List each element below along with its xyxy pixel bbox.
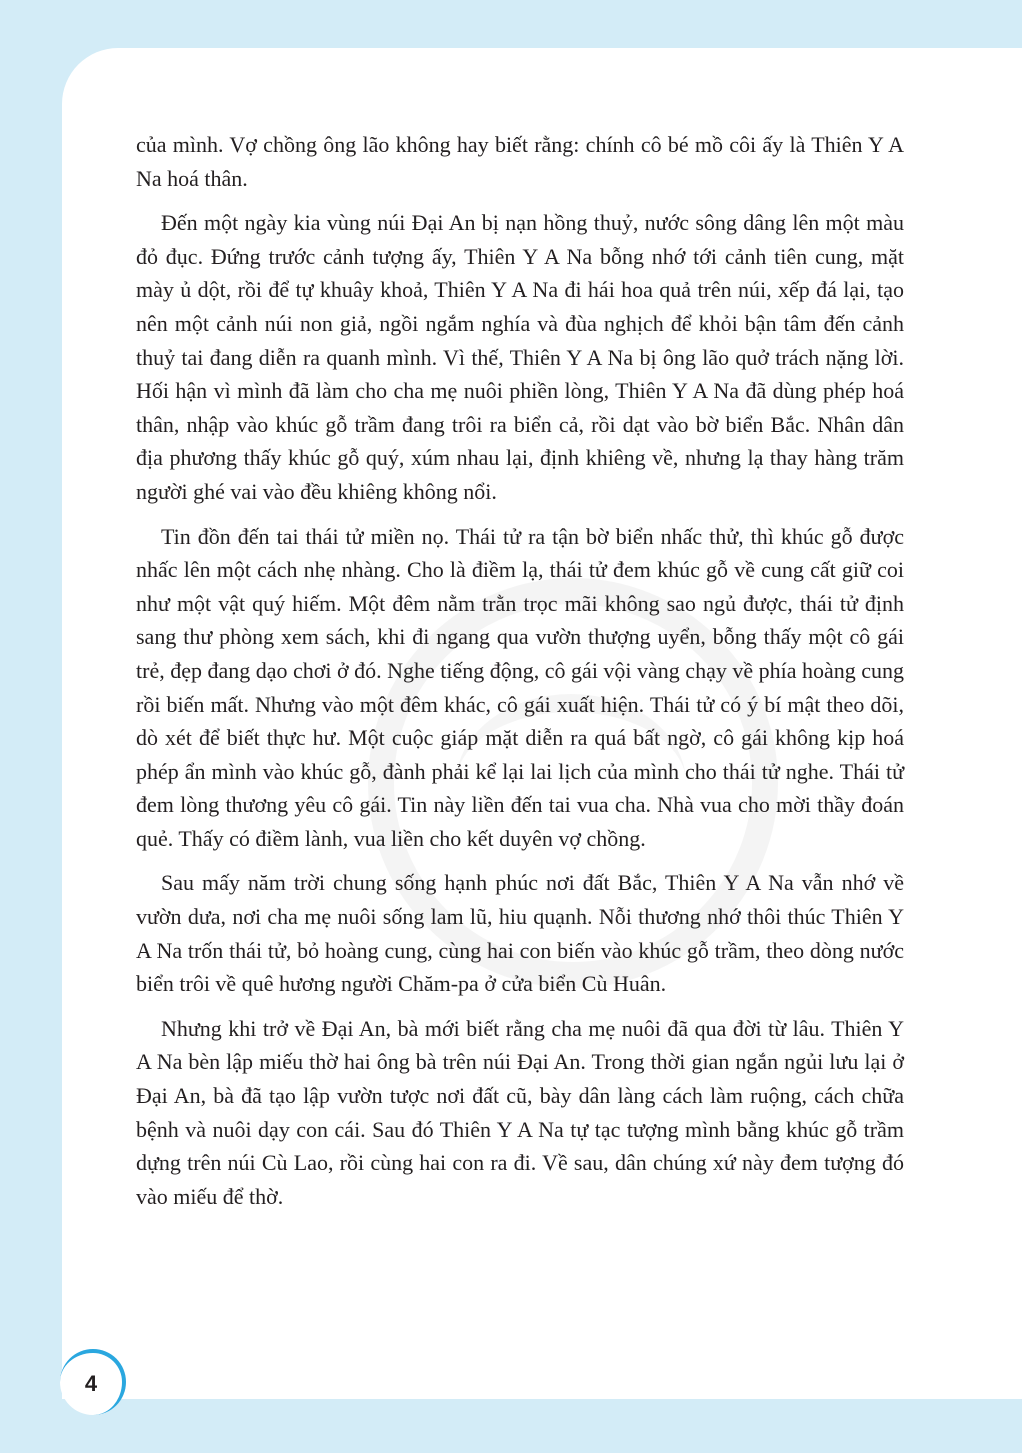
- paragraph-1: của mình. Vợ chồng ông lão không hay biết rằng: chính cô bé mồ côi ấy là Thiên Y A Na hoá thân.: [136, 132, 904, 191]
- paragraph-2: Đến một ngày kia vùng núi Đại An bị nạn hồng thuỷ, nước sông dâng lên một màu đỏ đục. Đứng trước cảnh tượng ấy, Thiên Y A Na bỗng nhớ tới cảnh tiên cung, mặt mày ủ dột, rồi để tự khuây khoả, Thiên Y A Na đi hái hoa quả trên núi, xếp đá lại, tạo nên một cảnh núi non giả, ngồi ngắm nghía và đùa nghịch để khỏi bận tâm đến cảnh thuỷ tai đang diễn ra quanh mình. Vì thế, Thiên Y A Na bị ông lão quở trách nặng lời. Hối hận vì mình đã làm cho cha mẹ nuôi phiền lòng, Thiên Y A Na đã dùng phép hoá thân, nhập vào khúc gỗ trầm đang trôi ra biển cả, rồi dạt vào bờ biển Bắc. Nhân dân địa phương thấy khúc gỗ quý, xúm nhau lại, định khiêng về, nhưng lạ thay hàng trăm người ghé vai vào đều khiêng không nổi.: [136, 210, 904, 504]
- page-number: 4: [84, 1371, 98, 1396]
- paragraph-4: Sau mấy năm trời chung sống hạnh phúc nơi đất Bắc, Thiên Y A Na vẫn nhớ về vườn dưa, nơi cha mẹ nuôi sống lam lũ, hiu quạnh. Nỗi thương nhớ thôi thúc Thiên Y A Na trốn thái tử, bỏ hoàng cung, cùng hai con biến vào khúc gỗ trầm, theo dòng nước biển trôi về quê hương người Chăm-pa ở cửa biển Cù Huân.: [136, 870, 904, 997]
- paragraph-3: Tin đồn đến tai thái tử miền nọ. Thái tử ra tận bờ biển nhấc thử, thì khúc gỗ được nhấc lên một cách nhẹ nhàng. Cho là điềm lạ, thái tử đem khúc gỗ về cung cất giữ coi như một vật quý hiếm. Một đêm nằm trằn trọc mãi không sao ngủ được, thái tử định sang thư phòng xem sách, khi đi ngang qua vườn thượng uyển, bỗng thấy một cô gái trẻ, đẹp đang dạo chơi ở đó. Nghe tiếng động, cô gái vội vàng chạy về phía hoàng cung rồi biến mất. Nhưng vào một đêm khác, cô gái xuất hiện. Thái tử có ý bí mật theo dõi, dò xét để biết thực hư. Một cuộc giáp mặt diễn ra quá bất ngờ, cô gái không kịp hoá phép ẩn mình vào khúc gỗ, đành phải kể lại lai lịch của mình cho thái tử nghe. Thái tử đem lòng thương yêu cô gái. Tin này liền đến tai vua cha. Nhà vua cho mời thầy đoán quẻ. Thấy có điềm lành, vua liền cho kết duyên vợ chồng.: [136, 523, 905, 851]
- page-number-badge: [60, 1349, 126, 1415]
- story-text: [136, 128, 904, 1224]
- paragraph-5: Nhưng khi trở về Đại An, bà mới biết rằng cha mẹ nuôi đã qua đời từ lâu. Thiên Y A Na bèn lập miếu thờ hai ông bà trên núi Đại An. Trong thời gian ngắn ngủi lưu lại ở Đại An, bà đã tạo lập vườn tược nơi đất cũ, bày dân làng cách làm ruộng, cách chữa bệnh và nuôi dạy con cái. Sau đó Thiên Y A Na tự tạc tượng mình bằng khúc gỗ trầm dựng trên núi Cù Lao, rồi cùng hai con ra đi. Về sau, dân chúng xứ này đem tượng đó vào miếu để thờ.: [136, 1015, 904, 1209]
